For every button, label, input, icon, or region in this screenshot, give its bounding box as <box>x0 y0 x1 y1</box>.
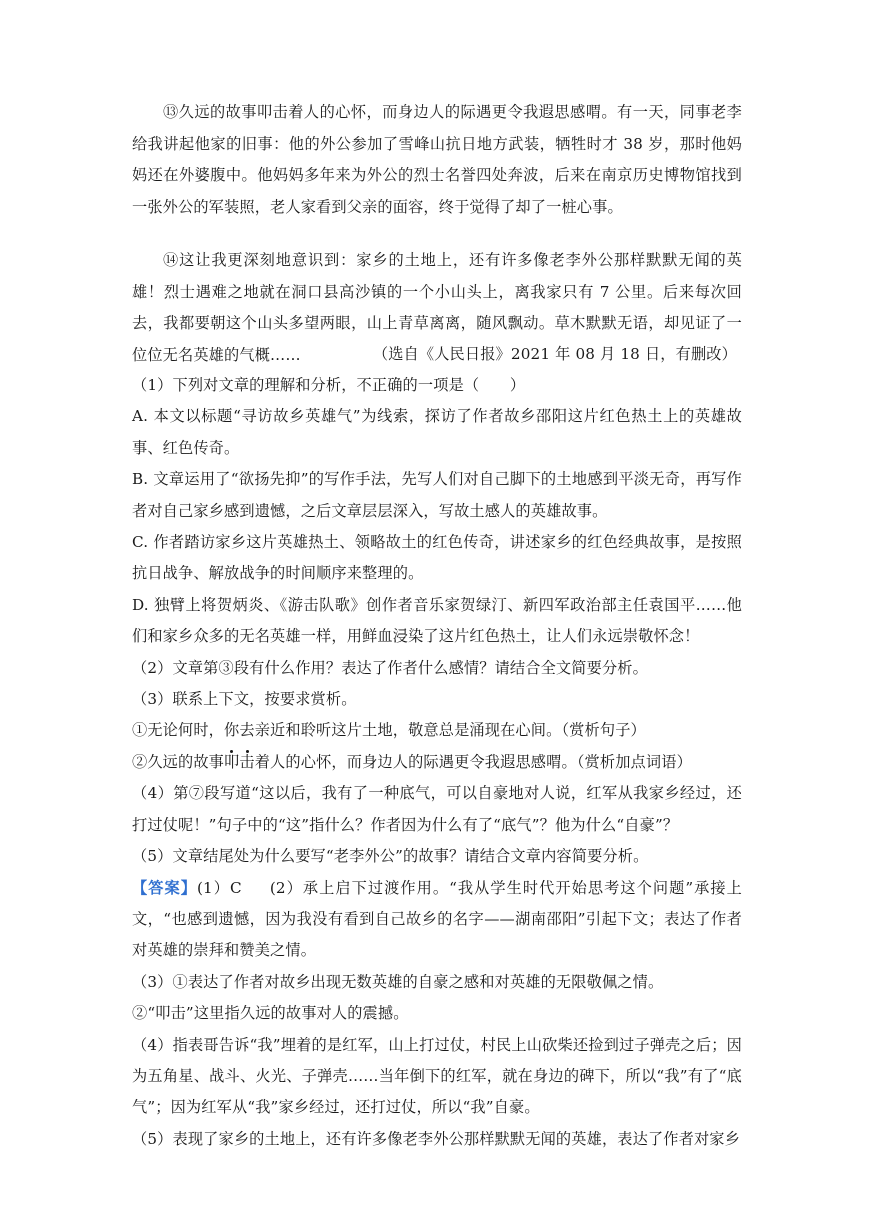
answer-4: （4）指表哥告诉“我”埋着的是红军，山上打过仗，村民上山砍柴还捡到过子弹壳之后；因为五角星、战斗、火光、子弹壳……当年倒下的红军，就在身边的碑下，所以“我”有了“底气”；因为红军从“我”家乡经过，还打过仗，所以“我”自豪。 <box>132 1035 742 1117</box>
paragraph-14: ⑭这让我更深刻地意识到：家乡的土地上，还有许多像老李外公那样默默无闻的英雄！烈士遇难之地就在洞口县高沙镇的一个小山头上，离我家只有 7 公里。后来每次回去，我都要朝这个山头多望两眼，山上青草离离，随风飘动。草木默默无语，却见证了一位位无名英雄的气概…… <box>132 251 742 364</box>
option-a: A. 本文以标题“寻访故乡英雄气”为线索，探访了作者故乡邵阳这片红色热土上的英雄故事、红色传奇。 <box>132 407 742 457</box>
answer-1: (1）C <box>196 878 242 897</box>
emphasis-char-1: 叩 <box>224 752 240 771</box>
q3b-post: 着人的心怀，而身边人的际遇更令我遐思感喟。（赏析加点词语） <box>254 752 692 771</box>
question-5: （5）文章结尾处为什么要写“老李外公”的故事？请结合文章内容简要分析。 <box>132 847 649 866</box>
question-3: （3）联系上下文，按要求赏析。 <box>132 690 357 709</box>
answer-3-part-1: （3）①表达了作者对故乡出现无数英雄的自豪之感和对英雄的无限敬佩之情。 <box>132 972 664 991</box>
source-citation: （选自《人民日报》2021 年 08 月 18 日，有删改） <box>372 345 737 363</box>
option-b: B. 文章运用了“欲扬先抑”的写作手法，先写人们对自己脚下的土地感到平淡无奇，再写作者对自己家乡感到遗憾，之后文章层层深入，写故土感人的英雄故事。 <box>132 470 742 520</box>
question-1: （1）下列对文章的理解和分析，不正确的一项是（ ） <box>132 376 526 394</box>
answer-5: （5）表现了家乡的土地上，还有许多像老李外公那样默默无闻的英雄，表达了作者对家乡 <box>132 1129 740 1148</box>
option-d: D. 独臂上将贺炳炎、《游击队歌》创作者音乐家贺绿汀、新四军政治部主任袁国平……他们和家乡众多的无名英雄一样，用鲜血浸染了这片红色热土，让人们永远崇敬怀念！ <box>132 595 742 646</box>
q3b-pre: ②久远的故事 <box>132 752 225 771</box>
question-2: （2）文章第③段有什么作用？表达了作者什么感情？请结合全文简要分析。 <box>132 658 648 677</box>
answer-label: 【答案】 <box>132 878 197 897</box>
paragraph-13: ⑬久远的故事叩击着人的心怀，而身边人的际遇更令我遐思感喟。有一天，同事老李给我讲起他家的旧事：他的外公参加了雪峰山抗日地方武装，牺牲时才 38 岁，那时他妈妈还在外婆腹中。他妈妈多年来为外公的烈士名誉四处奔波，后来在南京历史博物馆找到一张外公的军装照，老人家看到父亲的面容，终于觉得了却了一桩心事。 <box>132 103 742 216</box>
answer-1-2 <box>132 873 742 967</box>
question-4: （4）第⑦段写道“这以后，我有了一种底气，可以自豪地对人说，红军从我家乡经过，还打过仗呢！”句子中的“这”指什么？作者因为什么有了“底气”？他为什么“自豪”？ <box>132 784 742 834</box>
questions-and-answers <box>132 370 742 1155</box>
question-3-item-1: ①无论何时，你去亲近和聆听这片土地，敬意总是涌现在心间。（赏析句子） <box>132 721 646 740</box>
answer-2: (2）承上启下过渡作用。“我从学生时代开始思考这个问题”承接上文，“也感到遗憾，因为我没有看到自己故乡的名字——湖南邵阳”引起下文；表达了作者对英雄的崇拜和赞美之情。 <box>132 878 742 960</box>
answer-3-part-2: ②“叩击”这里指久远的故事对人的震撼。 <box>132 1004 409 1023</box>
emphasis-char-2: 击 <box>239 752 255 771</box>
question-3-item-2 <box>132 747 742 778</box>
option-c: C. 作者踏访家乡这片英雄热土、领略故土的红色传奇，讲述家乡的红色经典故事，是按照抗日战争、解放战争的时间顺序来整理的。 <box>132 533 742 583</box>
